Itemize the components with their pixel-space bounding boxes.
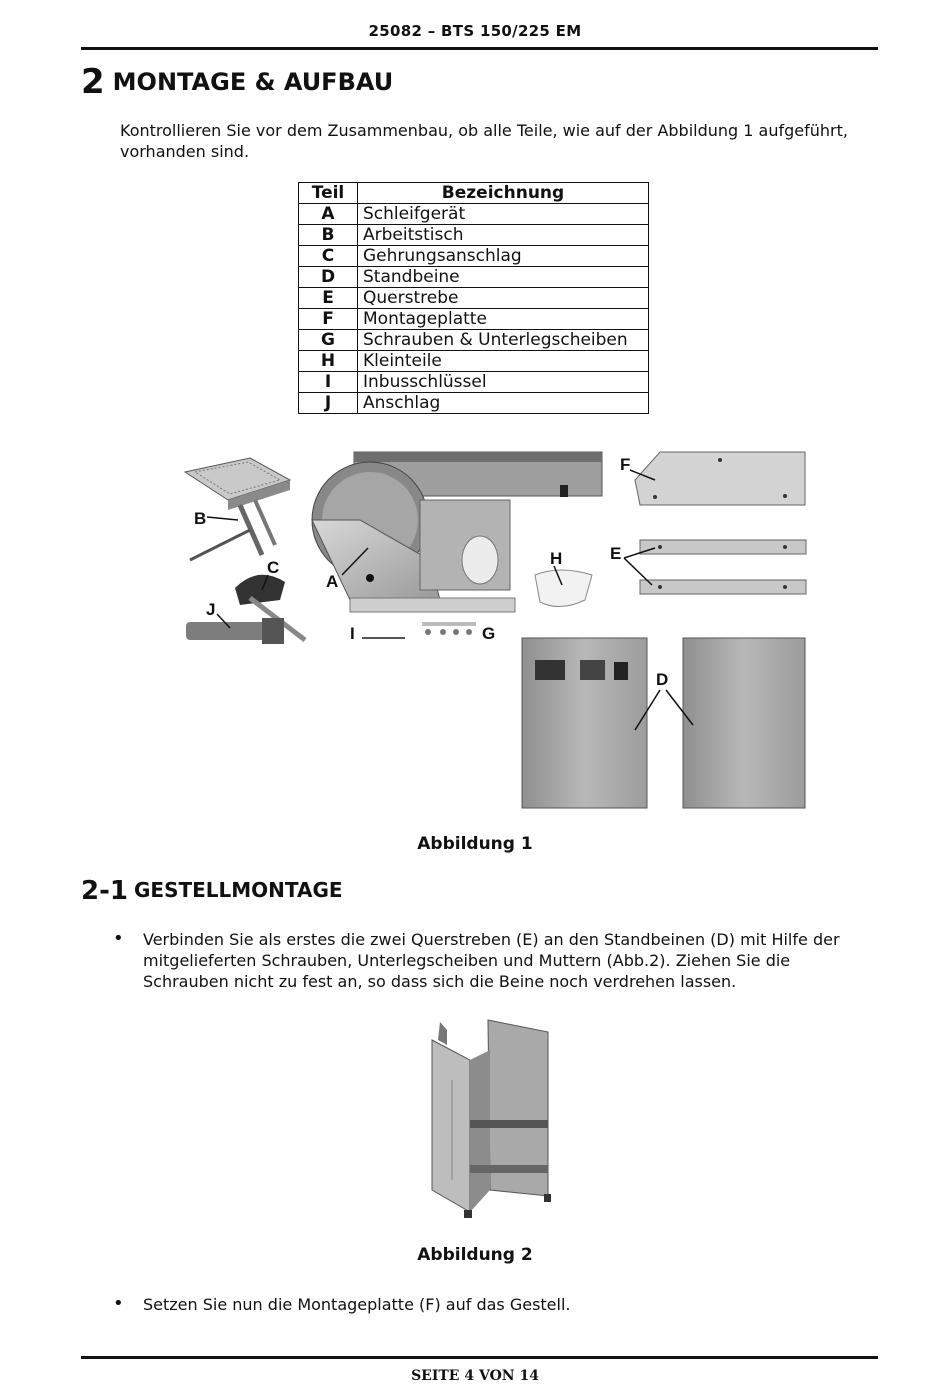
part-letter: G bbox=[299, 330, 358, 351]
page-number: SEITE 4 VON 14 bbox=[411, 1368, 539, 1384]
section-title: MONTAGE & AUFBAU bbox=[112, 68, 394, 96]
bullet-marker: • bbox=[113, 928, 124, 949]
part-letter: H bbox=[299, 351, 358, 372]
table-row bbox=[299, 225, 649, 246]
label-e: E bbox=[610, 544, 622, 563]
section-heading bbox=[81, 62, 393, 102]
figure-2-caption: Abbildung 2 bbox=[417, 1245, 533, 1265]
section-number: 2 bbox=[81, 62, 105, 102]
part-letter: E bbox=[299, 288, 358, 309]
figure-1-parts-illustration bbox=[178, 446, 814, 818]
part-name: Gehrungsanschlag bbox=[358, 246, 649, 267]
part-name: Anschlag bbox=[358, 393, 649, 414]
label-c: C bbox=[267, 558, 280, 577]
small-parts-bag bbox=[535, 570, 592, 607]
label-f: F bbox=[620, 455, 631, 474]
table-row bbox=[299, 351, 649, 372]
part-letter: D bbox=[299, 267, 358, 288]
subsection-heading bbox=[81, 876, 343, 906]
cross-braces-part bbox=[640, 540, 806, 594]
table-row bbox=[299, 267, 649, 288]
stand-legs-part bbox=[522, 638, 805, 808]
figure-1-caption: Abbildung 1 bbox=[417, 834, 533, 854]
label-b: B bbox=[194, 509, 207, 528]
table-row bbox=[299, 246, 649, 267]
part-letter: F bbox=[299, 309, 358, 330]
table-row bbox=[299, 288, 649, 309]
label-g: G bbox=[482, 624, 496, 643]
part-name: Querstrebe bbox=[358, 288, 649, 309]
header-rule bbox=[81, 47, 878, 50]
part-name: Schleifgerät bbox=[358, 204, 649, 225]
part-name: Montageplatte bbox=[358, 309, 649, 330]
part-name: Kleinteile bbox=[358, 351, 649, 372]
part-name: Arbeitstisch bbox=[358, 225, 649, 246]
label-a: A bbox=[326, 572, 339, 591]
table-row bbox=[299, 393, 649, 414]
part-letter: C bbox=[299, 246, 358, 267]
part-name: Inbusschlüssel bbox=[358, 372, 649, 393]
table-row bbox=[299, 330, 649, 351]
subsection-title: GESTELLMONTAGE bbox=[133, 878, 343, 902]
table-row bbox=[299, 204, 649, 225]
bullet-text: Setzen Sie nun die Montageplatte (F) auf das Gestell. bbox=[143, 1295, 571, 1314]
part-letter: J bbox=[299, 393, 358, 414]
part-name: Standbeine bbox=[358, 267, 649, 288]
intro-paragraph: Kontrollieren Sie vor dem Zusammenbau, ob alle Teile, wie auf der Abbildung 1 aufgeführt, vorhanden sind. bbox=[120, 121, 848, 161]
figure-2-stand-illustration bbox=[425, 1014, 560, 1224]
table-header-row bbox=[299, 183, 649, 204]
label-j: J bbox=[206, 600, 216, 619]
parts-table bbox=[298, 182, 649, 414]
part-letter: B bbox=[299, 225, 358, 246]
fence-part bbox=[186, 618, 284, 644]
part-letter: A bbox=[299, 204, 358, 225]
footer-rule bbox=[81, 1356, 878, 1359]
label-d: D bbox=[656, 670, 669, 689]
label-h: H bbox=[550, 549, 563, 568]
subsection-number: 2-1 bbox=[81, 876, 128, 906]
hex-key-and-screws-part bbox=[362, 622, 476, 638]
mounting-plate-part bbox=[635, 452, 805, 505]
document-header-title: 25082 – BTS 150/225 EM bbox=[368, 22, 582, 40]
part-letter: I bbox=[299, 372, 358, 393]
table-header-cell: Teil bbox=[299, 183, 358, 204]
bullet-text: Verbinden Sie als erstes die zwei Querstreben (E) an den Standbeinen (D) mit Hilfe der mitgelieferten Schrauben, Unterlegscheiben und Muttern (Abb.2). Ziehen Sie die Schrauben nicht zu fest an, so dass sich die Beine noch verdrehen lassen. bbox=[143, 930, 840, 991]
label-i: I bbox=[350, 624, 355, 643]
part-name: Schrauben & Unterlegscheiben bbox=[358, 330, 649, 351]
table-row bbox=[299, 309, 649, 330]
table-header-cell: Bezeichnung bbox=[358, 183, 649, 204]
bullet-marker: • bbox=[113, 1293, 124, 1314]
table-row bbox=[299, 372, 649, 393]
